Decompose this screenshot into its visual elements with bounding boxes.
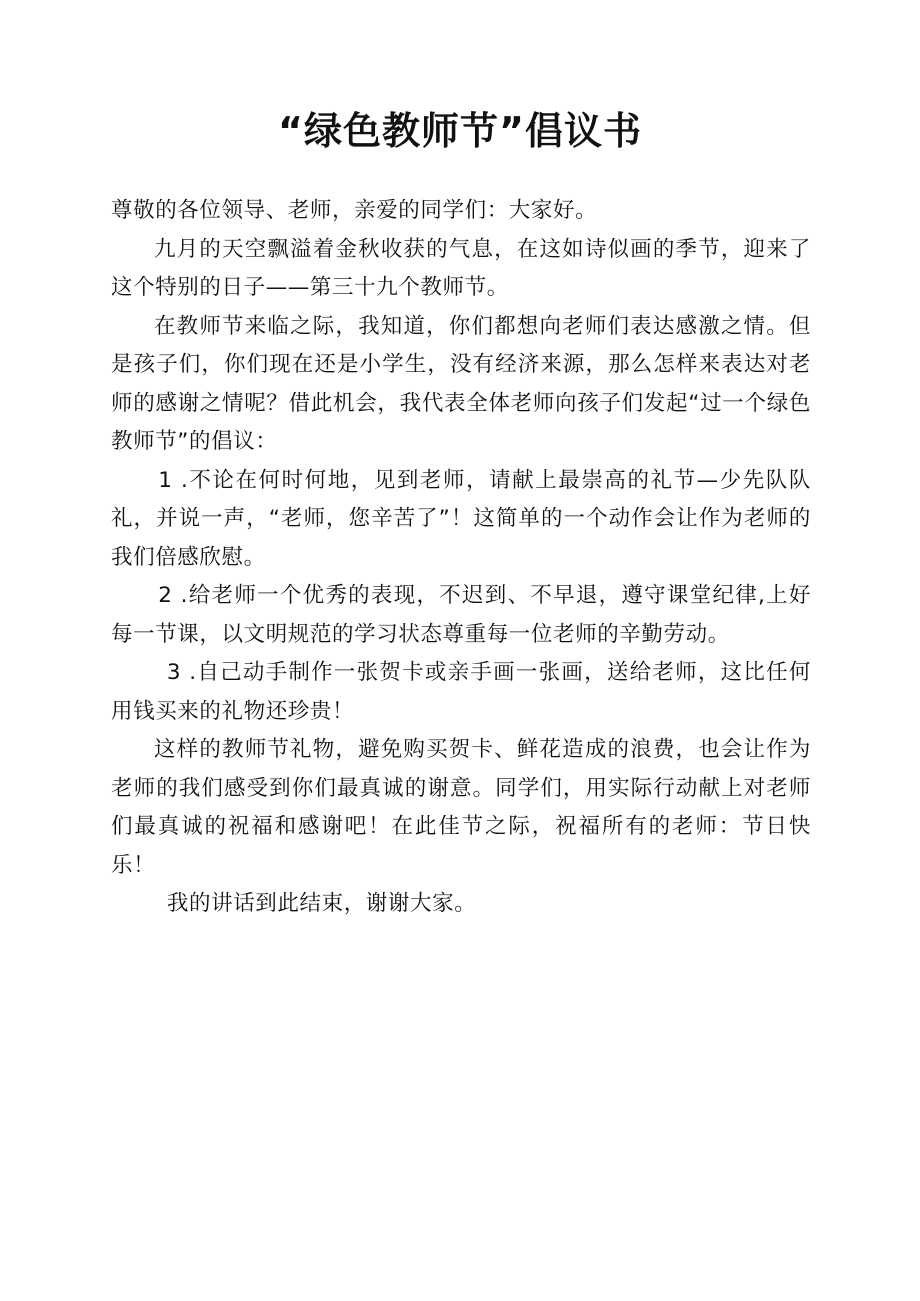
proposal-item-2: 2 .给老师一个优秀的表现，不迟到、不早退，遵守课堂纪律,上好每一节课，以文明规范的学习状态尊重每一位老师的辛勤劳动。 — [111, 583, 811, 647]
proposal-item-3: 3 .自己动手制作一张贺卡或亲手画一张画，送给老师，这比任何用钱买来的礼物还珍贵！ — [111, 660, 811, 724]
closing-remark: 我的讲话到此结束，谢谢大家。 — [166, 891, 477, 916]
paragraph-opening: 九月的天空飘溢着金秋收获的气息，在这如诗似画的季节，迎来了这个特别的日子——第三十九个教师节。 — [111, 236, 811, 300]
document-title: “绿色教师节”倡议书 — [278, 109, 642, 153]
document-body — [111, 192, 811, 924]
paragraph-conclusion: 这样的教师节礼物，避免购买贺卡、鲜花造成的浪费，也会让作为老师的我们感受到你们最真诚的谢意。同学们，用实际行动献上对老师们最真诚的祝福和感谢吧！在此佳节之际，祝福所有的老师：节日快乐！ — [111, 737, 811, 878]
proposal-item-1: 1 .不论在何时何地，见到老师，请献上最崇高的礼节—少先队队礼，并说一声，“老师，您辛苦了”！这简单的一个动作会让作为老师的我们倍感欣慰。 — [111, 467, 811, 570]
paragraph-proposal: 在教师节来临之际，我知道，你们都想向老师们表达感激之情。但是孩子们，你们现在还是小学生，没有经济来源，那么怎样来表达对老师的感谢之情呢？借此机会，我代表全体老师向孩子们发起“过一个绿色教师节”的倡议： — [111, 313, 811, 454]
salutation: 尊敬的各位领导、老师，亲爱的同学们：大家好。 — [111, 198, 598, 223]
